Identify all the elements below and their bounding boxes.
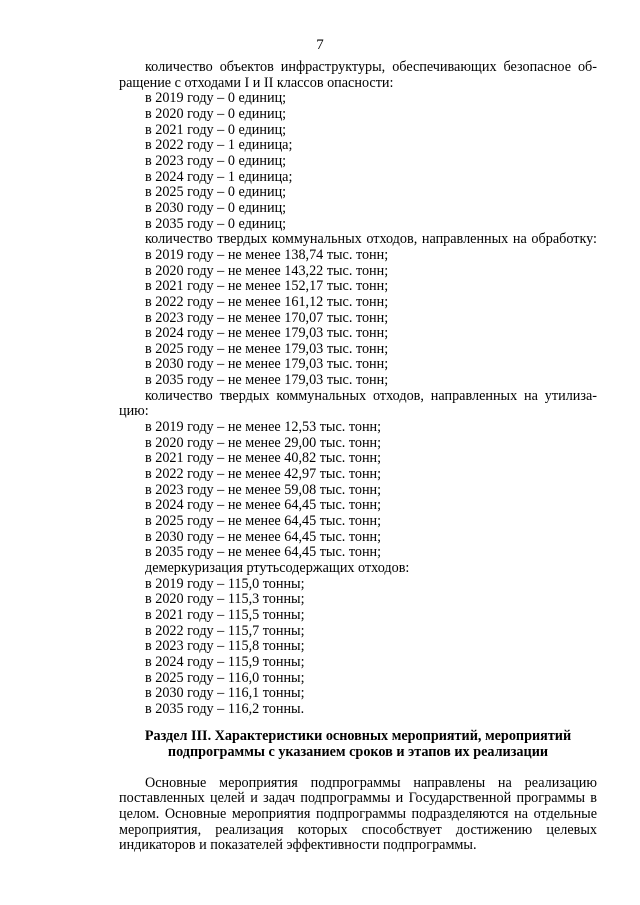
list-item: в 2030 году – 0 единиц; — [145, 199, 287, 216]
list-item: в 2035 году – не менее 179,03 тыс. тонн; — [145, 372, 389, 389]
utilization-intro-line2: цию: — [119, 403, 149, 420]
list-item: в 2030 году – не менее 179,03 тыс. тонн; — [145, 356, 389, 373]
list-item: в 2023 году – 0 единиц; — [145, 152, 287, 169]
infrastructure-block — [119, 60, 597, 232]
list-item: в 2020 году – не менее 143,22 тыс. тонн; — [145, 262, 389, 279]
infrastructure-list — [119, 91, 597, 232]
page-number: 7 — [316, 37, 324, 53]
list-item: в 2022 году – 115,7 тонны; — [145, 622, 305, 639]
list-item: в 2023 году – не менее 170,07 тыс. тонн; — [145, 309, 389, 326]
list-item: в 2024 году – 115,9 тонны; — [145, 653, 305, 670]
section-heading-line2: подпрограммы с указанием сроков и этапов их реализации — [167, 743, 549, 760]
processing-intro: количество твердых коммунальных отходов, направленных на обработку: — [145, 231, 597, 248]
list-item: в 2030 году – 116,1 тонны; — [145, 685, 305, 702]
demercurization-block — [119, 561, 597, 718]
list-item: в 2019 году – не менее 138,74 тыс. тонн; — [145, 246, 389, 263]
list-item: в 2021 году – не менее 152,17 тыс. тонн; — [145, 278, 389, 295]
list-item: в 2023 году – не менее 59,08 тыс. тонн; — [145, 481, 382, 498]
section-paragraph: Основные мероприятия подпрограммы направлены на реализацию поставленных целей и задач подпрограммы и Государственной программы в целом. Основные мероприятия подпрограммы подразделяются на отдельные мероприятия, реализация которых способствует достижению целевых индикаторов и показателей эффективности подпрограммы. — [119, 774, 597, 854]
infrastructure-intro-line1: количество объектов инфраструктуры, обеспечивающих безопасное об- — [145, 59, 597, 75]
list-item: в 2023 году – 115,8 тонны; — [145, 638, 305, 655]
list-item: в 2024 году – не менее 179,03 тыс. тонн; — [145, 325, 389, 342]
document-body — [119, 60, 597, 854]
utilization-block — [119, 389, 597, 561]
processing-list — [119, 248, 597, 389]
list-item: в 2022 году – не менее 42,97 тыс. тонн; — [145, 466, 382, 483]
list-item: в 2019 году – не менее 12,53 тыс. тонн; — [145, 419, 382, 436]
list-item: в 2020 году – 115,3 тонны; — [145, 591, 305, 608]
list-item: в 2020 году – 0 единиц; — [145, 105, 287, 122]
list-item: в 2021 году – не менее 40,82 тыс. тонн; — [145, 450, 382, 467]
infrastructure-intro-line2: ращение с отходами I и II классов опасности: — [119, 74, 394, 91]
section-heading — [119, 728, 597, 760]
list-item: в 2020 году – не менее 29,00 тыс. тонн; — [145, 434, 382, 451]
list-item: в 2024 году – не менее 64,45 тыс. тонн; — [145, 497, 382, 514]
demercurization-list — [119, 577, 597, 718]
list-item: в 2024 году – 1 единица; — [145, 168, 293, 185]
list-item: в 2025 году – не менее 64,45 тыс. тонн; — [145, 513, 382, 530]
list-item: в 2019 году – 0 единиц; — [145, 90, 287, 107]
list-item: в 2025 году – 116,0 тонны; — [145, 669, 305, 686]
list-item: в 2030 году – не менее 64,45 тыс. тонн; — [145, 528, 382, 545]
list-item: в 2022 году – не менее 161,12 тыс. тонн; — [145, 293, 389, 310]
utilization-list — [119, 420, 597, 561]
list-item: в 2025 году – не менее 179,03 тыс. тонн; — [145, 340, 389, 357]
processing-block — [119, 232, 597, 389]
list-item: в 2021 году – 0 единиц; — [145, 121, 287, 138]
list-item: в 2022 году – 1 единица; — [145, 137, 293, 154]
list-item: в 2035 году – 116,2 тонны. — [145, 700, 305, 717]
demercurization-intro: демеркуризация ртутьсодержащих отходов: — [145, 560, 410, 576]
list-item: в 2035 году – не менее 64,45 тыс. тонн; — [145, 544, 382, 561]
list-item: в 2035 году – 0 единиц; — [145, 215, 287, 232]
section-heading-line1: Раздел III. Характеристики основных мероприятий, мероприятий — [144, 727, 572, 744]
utilization-intro-line1: количество твердых коммунальных отходов, направленных на утилиза- — [145, 387, 597, 404]
list-item: в 2021 году – 115,5 тонны; — [145, 606, 305, 623]
list-item: в 2025 году – 0 единиц; — [145, 184, 287, 201]
list-item: в 2019 году – 115,0 тонны; — [145, 575, 305, 592]
